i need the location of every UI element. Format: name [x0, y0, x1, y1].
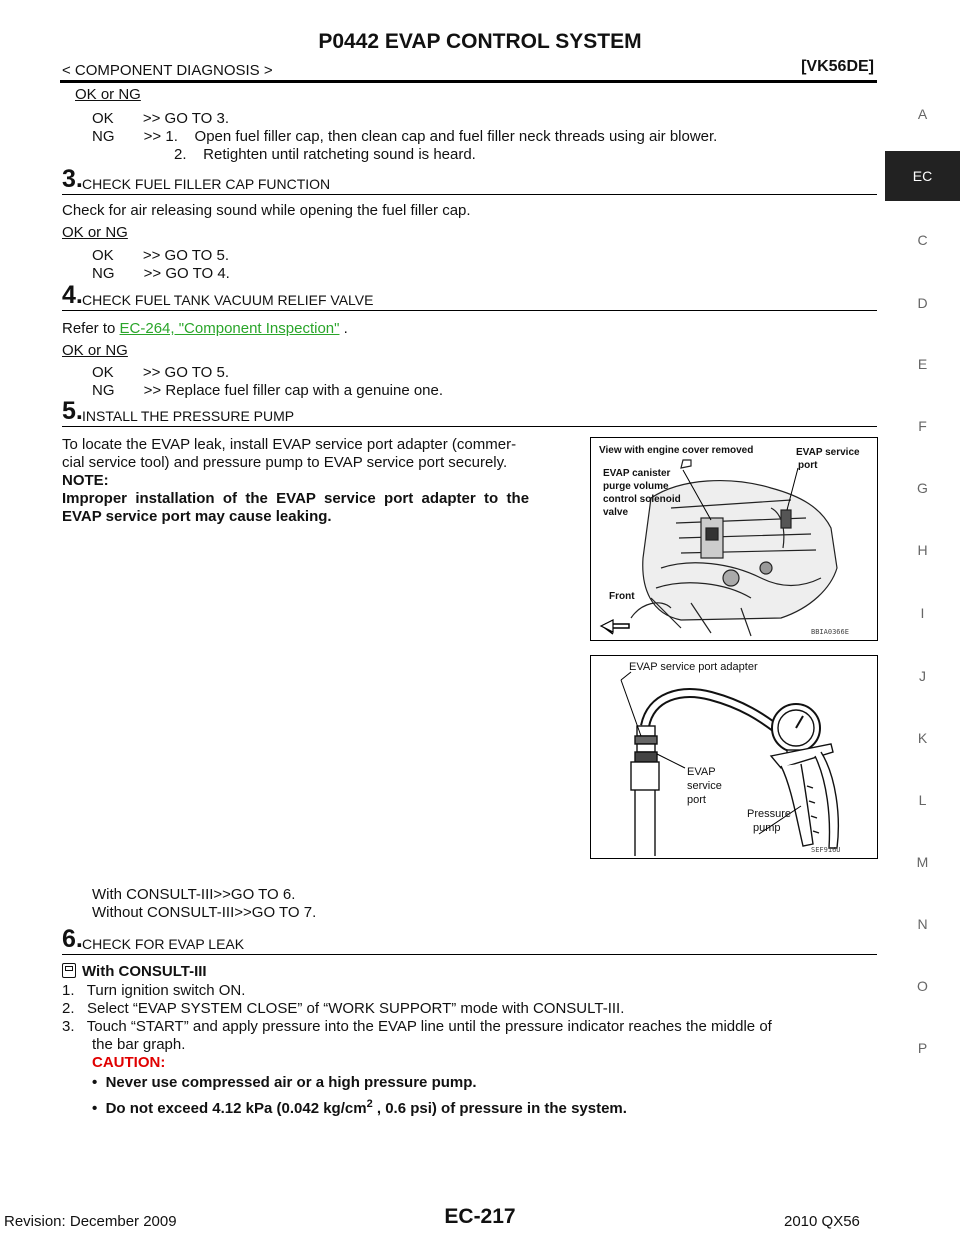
step-title: INSTALL THE PRESSURE PUMP — [82, 408, 295, 424]
fig-label-pressure: Pressure — [747, 808, 792, 820]
fig-code: SEF916U — [811, 846, 841, 854]
s3-ng: NG >> GO TO 4. — [92, 265, 230, 282]
side-tab-ec[interactable]: EC — [885, 151, 960, 201]
side-tab-k[interactable]: K — [917, 730, 928, 746]
component-inspection-link[interactable]: EC-264, "Component Inspection" — [119, 320, 340, 337]
s5-with: With CONSULT-III>>GO TO 6. — [92, 886, 296, 903]
s2-ng2: 2. Retighten until ratcheting sound is heard. — [174, 146, 476, 163]
with-consult-label: With CONSULT-III — [82, 963, 207, 980]
side-tab-m[interactable]: M — [916, 854, 929, 870]
side-tab-o[interactable]: O — [917, 978, 928, 994]
fig-label-service: service — [687, 780, 722, 792]
side-tab-c[interactable]: C — [917, 232, 928, 248]
caution-2-sup: 2 — [366, 1098, 373, 1110]
okng-label: OK or NG — [62, 224, 128, 241]
header-rule — [60, 80, 877, 83]
period: . — [339, 320, 348, 337]
s6-with — [62, 963, 207, 980]
side-tab-j[interactable]: J — [919, 668, 926, 684]
side-tab-e[interactable]: E — [917, 356, 928, 372]
caution-2-end: , 0.6 psi) of pressure in the system. — [372, 1100, 627, 1117]
fig-label-pump: pump — [753, 822, 781, 834]
model-year: 2010 QX56 — [784, 1213, 860, 1230]
side-tab-l[interactable]: L — [918, 792, 927, 808]
fig-label-port2: port — [798, 460, 818, 471]
s2-ok: OK >> GO TO 3. — [92, 110, 229, 127]
s4-ok: OK >> GO TO 5. — [92, 364, 229, 381]
step-number: 3. — [62, 165, 83, 193]
engine-code: [VK56DE] — [801, 58, 874, 75]
s6-step1: 1. Turn ignition switch ON. — [62, 982, 246, 999]
fig-label-port: EVAP service — [796, 447, 860, 458]
note-line1: Improper installation of the EVAP service port adapter to the — [62, 490, 530, 507]
fig-label-purge: purge volume — [603, 481, 669, 492]
page-number: EC-217 — [444, 1205, 516, 1228]
caution-2: • Do not exceed 4.12 kPa (0.042 $kg/cm^2$ , 0.6 psi) of pressure in the system. — [92, 1098, 627, 1117]
fig-label-evap: EVAP — [687, 766, 716, 778]
side-tab-n[interactable]: N — [917, 916, 928, 932]
engine-bay-figure — [590, 437, 878, 641]
step-title: CHECK FUEL FILLER CAP FUNCTION — [82, 176, 331, 192]
s5-without: Without CONSULT-III>>GO TO 7. — [92, 904, 317, 921]
caution-1: • Never use compressed air or a high pressure pump. — [92, 1074, 477, 1091]
fig-label-adapter: EVAP service port adapter — [629, 661, 758, 673]
side-tab-d[interactable]: D — [917, 295, 928, 311]
side-tab-a[interactable]: A — [917, 106, 928, 122]
note-line2: EVAP service port may cause leaking. — [62, 508, 332, 525]
s3-ok: OK >> GO TO 5. — [92, 247, 229, 264]
fig-code: BBIA0366E — [811, 628, 849, 636]
step-3-header — [62, 165, 877, 195]
step-title: CHECK FUEL TANK VACUUM RELIEF VALVE — [82, 292, 374, 308]
s4-refer — [62, 320, 348, 337]
step-number: 4. — [62, 281, 83, 309]
step-5-header — [62, 397, 877, 427]
fig-label-view: View with engine cover removed — [599, 445, 754, 456]
okng-label: OK or NG — [75, 86, 141, 103]
s6-step3b: the bar graph. — [92, 1036, 186, 1053]
step-6-header — [62, 925, 877, 955]
step-number: 5. — [62, 397, 83, 425]
pressure-pump-illustration — [591, 656, 877, 858]
s4-ng: NG >> Replace fuel filler cap with a genuine one. — [92, 382, 444, 399]
s3-text: Check for air releasing sound while opening the fuel filler cap. — [62, 202, 471, 219]
s6-step2: 2. Select “EVAP SYSTEM CLOSE” of “WORK SUPPORT” mode with CONSULT-III. — [62, 1000, 625, 1017]
s5-text1: To locate the EVAP leak, install EVAP service port adapter (commer- — [62, 436, 517, 453]
fig-label-control: control solenoid — [603, 494, 681, 505]
breadcrumb: < COMPONENT DIAGNOSIS > — [62, 62, 273, 79]
consult-icon — [62, 963, 76, 978]
s6-step3a: 3. Touch “START” and apply pressure into the EVAP line until the pressure indicator reaches the middle of — [62, 1018, 772, 1035]
step-number: 6. — [62, 925, 83, 953]
side-tab-h[interactable]: H — [917, 542, 928, 558]
okng-label: OK or NG — [62, 342, 128, 359]
side-tab-i[interactable]: I — [920, 605, 925, 621]
pressure-pump-figure — [590, 655, 878, 859]
s5-text2: cial service tool) and pressure pump to EVAP service port securely. — [62, 454, 508, 471]
fig-label-front: Front — [609, 591, 635, 602]
revision-date: Revision: December 2009 — [4, 1213, 177, 1230]
caution-heading: CAUTION: — [92, 1054, 166, 1071]
refer-text: Refer to — [62, 320, 120, 337]
fig-label-valve: valve — [603, 507, 629, 518]
side-tab-f[interactable]: F — [918, 418, 927, 434]
step-title: CHECK FOR EVAP LEAK — [82, 936, 245, 952]
side-tab-g[interactable]: G — [917, 480, 928, 496]
caution-1-text: Never use compressed air or a high pressure pump. — [105, 1074, 477, 1091]
s2-ng: NG >> 1. Open fuel filler cap, then clean cap and fuel filler neck threads using air blower. — [92, 128, 718, 145]
side-tab-p[interactable]: P — [917, 1040, 928, 1056]
caution-2-text: Do not exceed 4.12 kPa (0.042 kg/cm — [105, 1100, 367, 1117]
note-heading: NOTE: — [62, 472, 109, 489]
fig-label-evap-port: port — [687, 794, 706, 806]
fig-label-canister: EVAP canister — [603, 468, 671, 479]
step-4-header — [62, 281, 877, 311]
page-title: P0442 EVAP CONTROL SYSTEM — [318, 30, 642, 53]
